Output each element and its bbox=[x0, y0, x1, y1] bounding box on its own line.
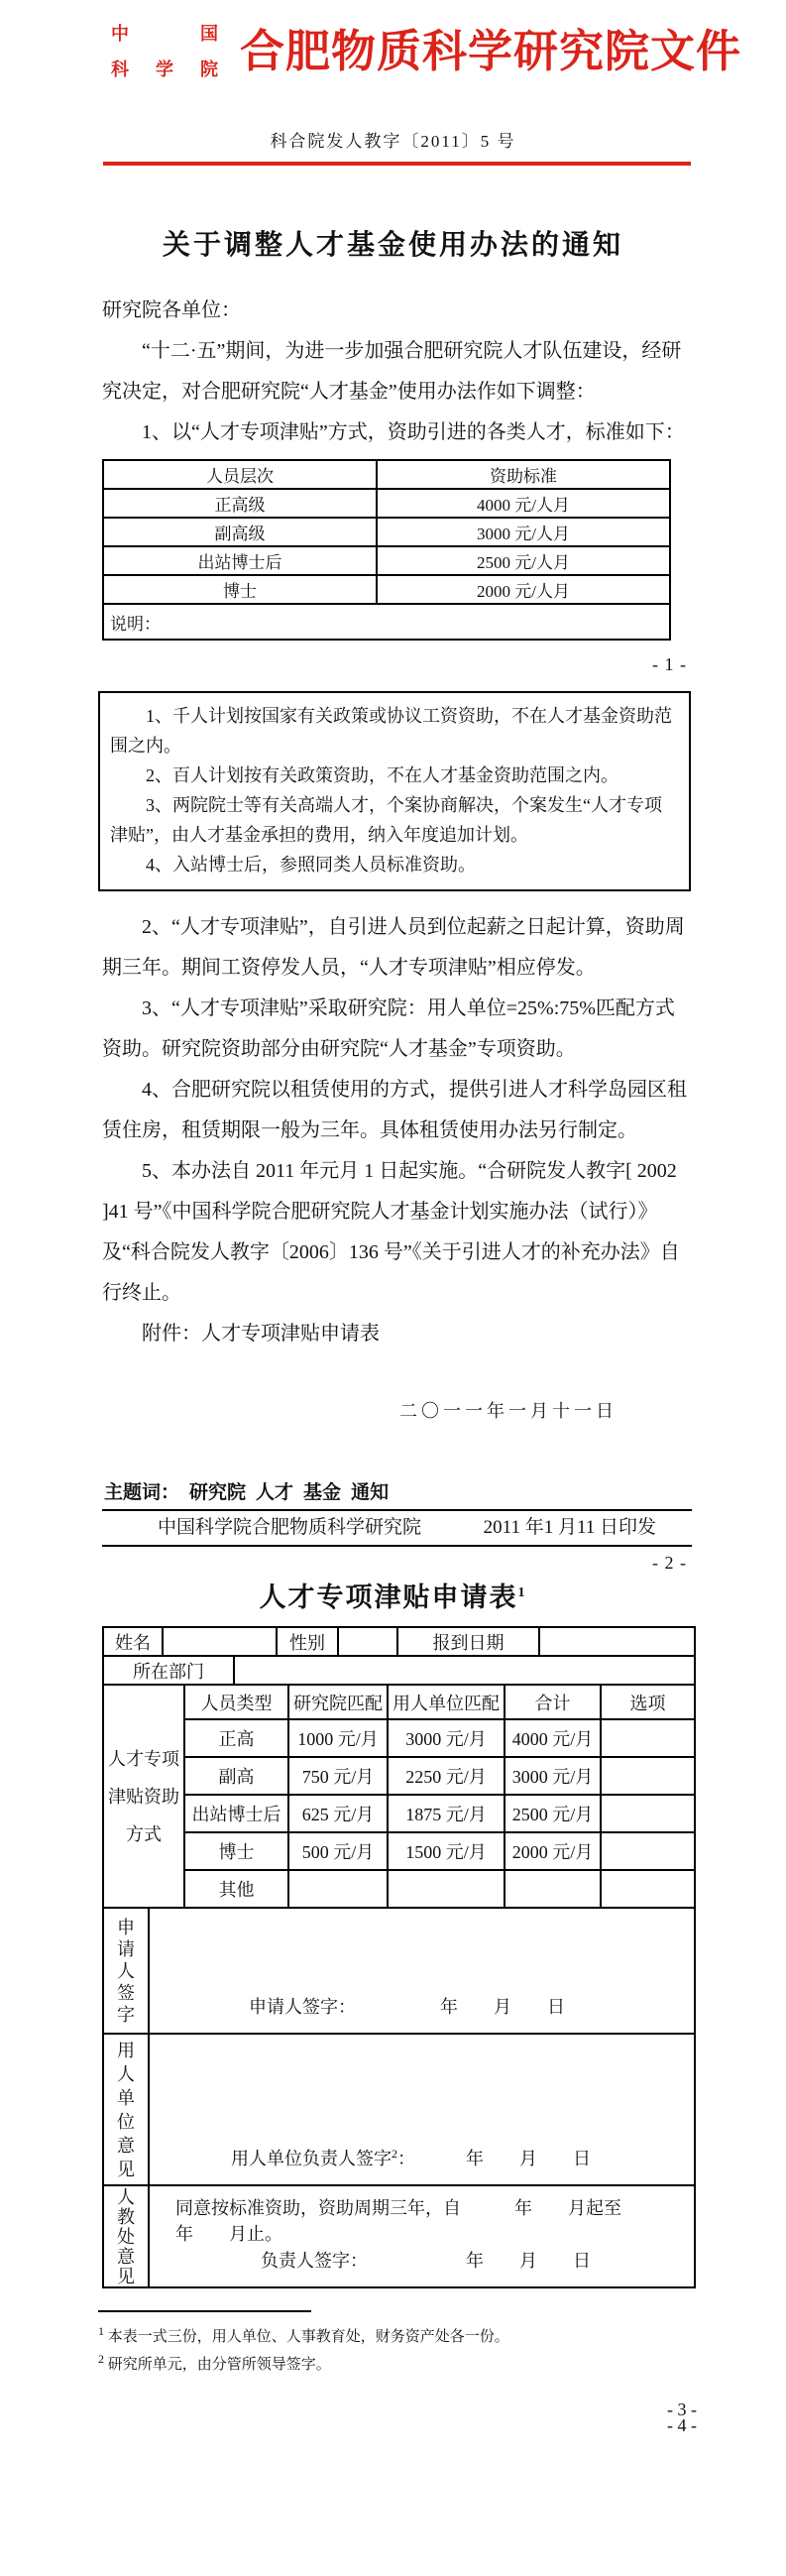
institute-cell: 500 元/月 bbox=[288, 1832, 388, 1870]
option-cell bbox=[601, 1757, 695, 1795]
hr-date-placeholder: 年 月 日 bbox=[466, 2251, 591, 2271]
applicant-signature-area bbox=[149, 1908, 695, 2034]
hr-approval-text: 同意按标准资助，资助周期三年，自 年 月起至 年 月止。 bbox=[175, 2198, 675, 2244]
table-row bbox=[103, 546, 670, 575]
note-line: 1、千人计划按国家有关政策或协议工资资助，不在人才基金资助范围之内。 bbox=[110, 706, 672, 756]
department-value-cell bbox=[234, 1656, 695, 1685]
standards-table bbox=[102, 459, 671, 641]
col-institute: 研究院匹配 bbox=[288, 1685, 388, 1719]
employer-section-label bbox=[103, 2034, 149, 2185]
type-cell: 其他 bbox=[184, 1870, 288, 1908]
form-title bbox=[0, 1576, 786, 1614]
note-line: 2、百人计划按有关政策资助，不在人才基金资助范围之内。 bbox=[146, 765, 618, 785]
institute-cell: 1000 元/月 bbox=[288, 1719, 388, 1757]
total-cell: 4000 元/月 bbox=[505, 1719, 601, 1757]
table-row bbox=[103, 518, 670, 546]
subject-word: 基金 bbox=[303, 1482, 342, 1503]
employer-date-placeholder: 年 月 日 bbox=[466, 2149, 591, 2168]
letterhead bbox=[0, 0, 786, 87]
col-type: 人员类型 bbox=[184, 1685, 288, 1719]
type-cell: 博士 bbox=[184, 1832, 288, 1870]
employer-signature-area bbox=[149, 2034, 695, 2185]
gender-value-cell bbox=[338, 1627, 397, 1656]
subsidy-section-label-text: 人才专项津贴资助方式 bbox=[108, 1748, 179, 1844]
institute-cell: 625 元/月 bbox=[288, 1795, 388, 1832]
footnote-divider bbox=[98, 2310, 311, 2312]
subject-word: 通知 bbox=[351, 1482, 390, 1503]
form-title-text: 人才专项津贴申请表 bbox=[259, 1582, 518, 1612]
table-row bbox=[103, 604, 670, 640]
level-cell: 出站博士后 bbox=[103, 546, 377, 575]
doc-number: 科合院发人教字〔2011〕5 号 bbox=[270, 132, 516, 151]
applicant-sign-label: 申请人签字： bbox=[249, 1997, 356, 2017]
type-cell: 出站博士后 bbox=[184, 1795, 288, 1832]
name-label: 姓名 bbox=[103, 1627, 163, 1656]
subsidy-table bbox=[102, 1684, 696, 1909]
footnote-2-ref: 2 bbox=[98, 2352, 104, 2366]
hr-section-label bbox=[103, 2185, 149, 2287]
employer-section-label-text: 用人单位意见 bbox=[117, 2040, 135, 2179]
total-cell: 3000 元/月 bbox=[505, 1757, 601, 1795]
report-date-value-cell bbox=[539, 1627, 695, 1656]
note-line: 4、入站博士后，参照同类人员标准资助。 bbox=[146, 855, 476, 875]
hr-opinion-section bbox=[102, 2184, 696, 2288]
doc-title: 关于调整人才基金使用办法的通知 bbox=[162, 230, 623, 261]
total-cell: 2500 元/月 bbox=[505, 1795, 601, 1832]
applicant-signature-section bbox=[102, 1907, 696, 2035]
paragraph-item1: 1、以“人才专项津贴”方式，资助引进的各类人才，标准如下： bbox=[142, 421, 685, 443]
application-form bbox=[102, 1626, 694, 2288]
footnote-1-ref: 1 bbox=[98, 2324, 104, 2338]
department-label: 所在部门 bbox=[103, 1656, 234, 1685]
salutation: 研究院各单位： bbox=[102, 299, 241, 321]
employer-cell: 1500 元/月 bbox=[388, 1832, 505, 1870]
type-cell: 正高 bbox=[184, 1719, 288, 1757]
bottom-page-numbers bbox=[0, 2401, 786, 2433]
paragraph-item2: 2、“人才专项津贴”，自引进人员到位起薪之日起计算，资助周期三年。期间工资停发人员，“人才专项津贴”相应停发。 bbox=[102, 916, 685, 979]
table-row bbox=[103, 489, 670, 518]
level-cell: 副高级 bbox=[103, 518, 377, 546]
option-cell bbox=[601, 1795, 695, 1832]
subsidy-row bbox=[103, 1795, 695, 1832]
employer-cell: 1875 元/月 bbox=[388, 1795, 505, 1832]
page-number-4: - 4 - bbox=[667, 2415, 697, 2435]
type-cell: 副高 bbox=[184, 1757, 288, 1795]
footnote-ref-1: 1 bbox=[517, 1585, 527, 1600]
total-cell bbox=[505, 1870, 601, 1908]
applicant-section-label bbox=[103, 1908, 149, 2034]
footnote-1 bbox=[98, 2320, 692, 2348]
applicant-date-placeholder: 年 月 日 bbox=[440, 1997, 565, 2017]
subject-word: 人才 bbox=[256, 1482, 294, 1503]
report-date-label: 报到日期 bbox=[397, 1627, 539, 1656]
standards-header-standard: 资助标准 bbox=[377, 460, 670, 489]
signature-date: 二〇一一年一月十一日 bbox=[399, 1401, 618, 1421]
applicant-section-label-text: 申请人签字 bbox=[117, 1917, 135, 2025]
employer-sign-label-text: 用人单位负责人签字 bbox=[231, 2149, 392, 2168]
option-cell bbox=[601, 1719, 695, 1757]
org-name-line2: 科学院 bbox=[111, 59, 218, 79]
page-number-3: - 3 - bbox=[667, 2400, 697, 2419]
form-header-row bbox=[102, 1626, 696, 1657]
paragraph-item4: 4、合肥研究院以租赁使用的方式，提供引进人才科学岛园区租赁住房，租赁期限一般为三年。具体租赁使用办法另行制定。 bbox=[102, 1079, 687, 1141]
doc-body bbox=[102, 291, 692, 641]
org-name bbox=[111, 16, 218, 87]
footnotes bbox=[98, 2310, 692, 2376]
doc-banner-title: 合肥物质科学研究院文件 bbox=[240, 27, 742, 76]
employer-cell: 2250 元/月 bbox=[388, 1757, 505, 1795]
page-number-1: - 1 - bbox=[652, 654, 687, 674]
paragraph-intro: “十二·五”期间，为进一步加强合肥研究院人才队伍建设，经研究决定，对合肥研究院“人才基金”使用办法作如下调整： bbox=[102, 340, 682, 403]
subject-block bbox=[102, 1477, 692, 1547]
hr-sign-label: 负责人签字： bbox=[261, 2251, 368, 2271]
employer-sign-label bbox=[231, 2145, 415, 2170]
standard-cell: 2500 元/人月 bbox=[377, 546, 670, 575]
subsidy-row bbox=[103, 1870, 695, 1908]
doc-body-continued bbox=[102, 907, 692, 1426]
subsidy-section-label bbox=[103, 1685, 184, 1908]
page-number-2: - 2 - bbox=[652, 1553, 687, 1573]
name-value-cell bbox=[163, 1627, 277, 1656]
hr-section-label-text: 人教处意见 bbox=[117, 2186, 135, 2286]
issuer-name: 中国科学院合肥物质科学研究院 bbox=[158, 1517, 422, 1538]
footnote-2 bbox=[98, 2348, 692, 2376]
level-cell: 正高级 bbox=[103, 489, 377, 518]
institute-cell bbox=[288, 1870, 388, 1908]
hr-opinion-area bbox=[149, 2185, 695, 2287]
form-department-row bbox=[102, 1655, 696, 1686]
employer-cell: 3000 元/月 bbox=[388, 1719, 505, 1757]
option-cell bbox=[601, 1832, 695, 1870]
subsidy-row bbox=[103, 1757, 695, 1795]
org-name-line1: 中国 bbox=[111, 24, 218, 44]
subject-word: 研究院 bbox=[189, 1482, 247, 1503]
footnote-ref-2: 2 bbox=[392, 2147, 397, 2161]
footnote-2-text: 研究所单元，由分管所领导签字。 bbox=[107, 2357, 331, 2373]
employer-cell bbox=[388, 1870, 505, 1908]
gender-label: 性别 bbox=[277, 1627, 338, 1656]
subsidy-row bbox=[103, 1832, 695, 1870]
note-line: 3、两院院士等有关高端人才，个案协商解决，个案发生“人才专项津贴”，由人才基金承担的费用，纳入年度追加计划。 bbox=[110, 795, 662, 845]
issuer-line bbox=[102, 1509, 692, 1547]
employer-sign-colon: ： bbox=[397, 2149, 415, 2168]
paragraph-item3: 3、“人才专项津贴”采取研究院：用人单位=25%:75%匹配方式资助。研究院资助部分由研究院“人才基金”专项资助。 bbox=[102, 997, 675, 1060]
notes-box bbox=[98, 691, 691, 891]
col-employer: 用人单位匹配 bbox=[388, 1685, 505, 1719]
level-cell: 博士 bbox=[103, 575, 377, 604]
footnote-1-text: 本表一式三份，用人单位、人事教育处，财务资产处各一份。 bbox=[107, 2329, 509, 2345]
standards-note-label: 说明： bbox=[103, 604, 670, 640]
institute-cell: 750 元/月 bbox=[288, 1757, 388, 1795]
standard-cell: 3000 元/人月 bbox=[377, 518, 670, 546]
subsidy-row bbox=[103, 1719, 695, 1757]
red-divider bbox=[103, 162, 691, 166]
employer-opinion-section bbox=[102, 2033, 696, 2186]
option-cell bbox=[601, 1870, 695, 1908]
subject-label: 主题词： bbox=[104, 1482, 180, 1503]
standards-header-level: 人员层次 bbox=[103, 460, 377, 489]
col-total: 合计 bbox=[505, 1685, 601, 1719]
standard-cell: 4000 元/人月 bbox=[377, 489, 670, 518]
total-cell: 2000 元/月 bbox=[505, 1832, 601, 1870]
standard-cell: 2000 元/人月 bbox=[377, 575, 670, 604]
table-row bbox=[103, 575, 670, 604]
subject-words bbox=[102, 1477, 692, 1509]
print-date: 2011 年1 月11 日印发 bbox=[483, 1517, 656, 1538]
paragraph-item5: 5、本办法自 2011 年元月 1 日起实施。“合研院发人教字[ 2002 ]41 号”《中国科学院合肥研究院人才基金计划实施办法（试行）》及“科合院发人教字〔2006〕136 号”《关于引进人才的补充办法》自行终止。 bbox=[102, 1160, 680, 1304]
col-option: 选项 bbox=[601, 1685, 695, 1719]
attachment-line: 附件：人才专项津贴申请表 bbox=[142, 1323, 380, 1345]
